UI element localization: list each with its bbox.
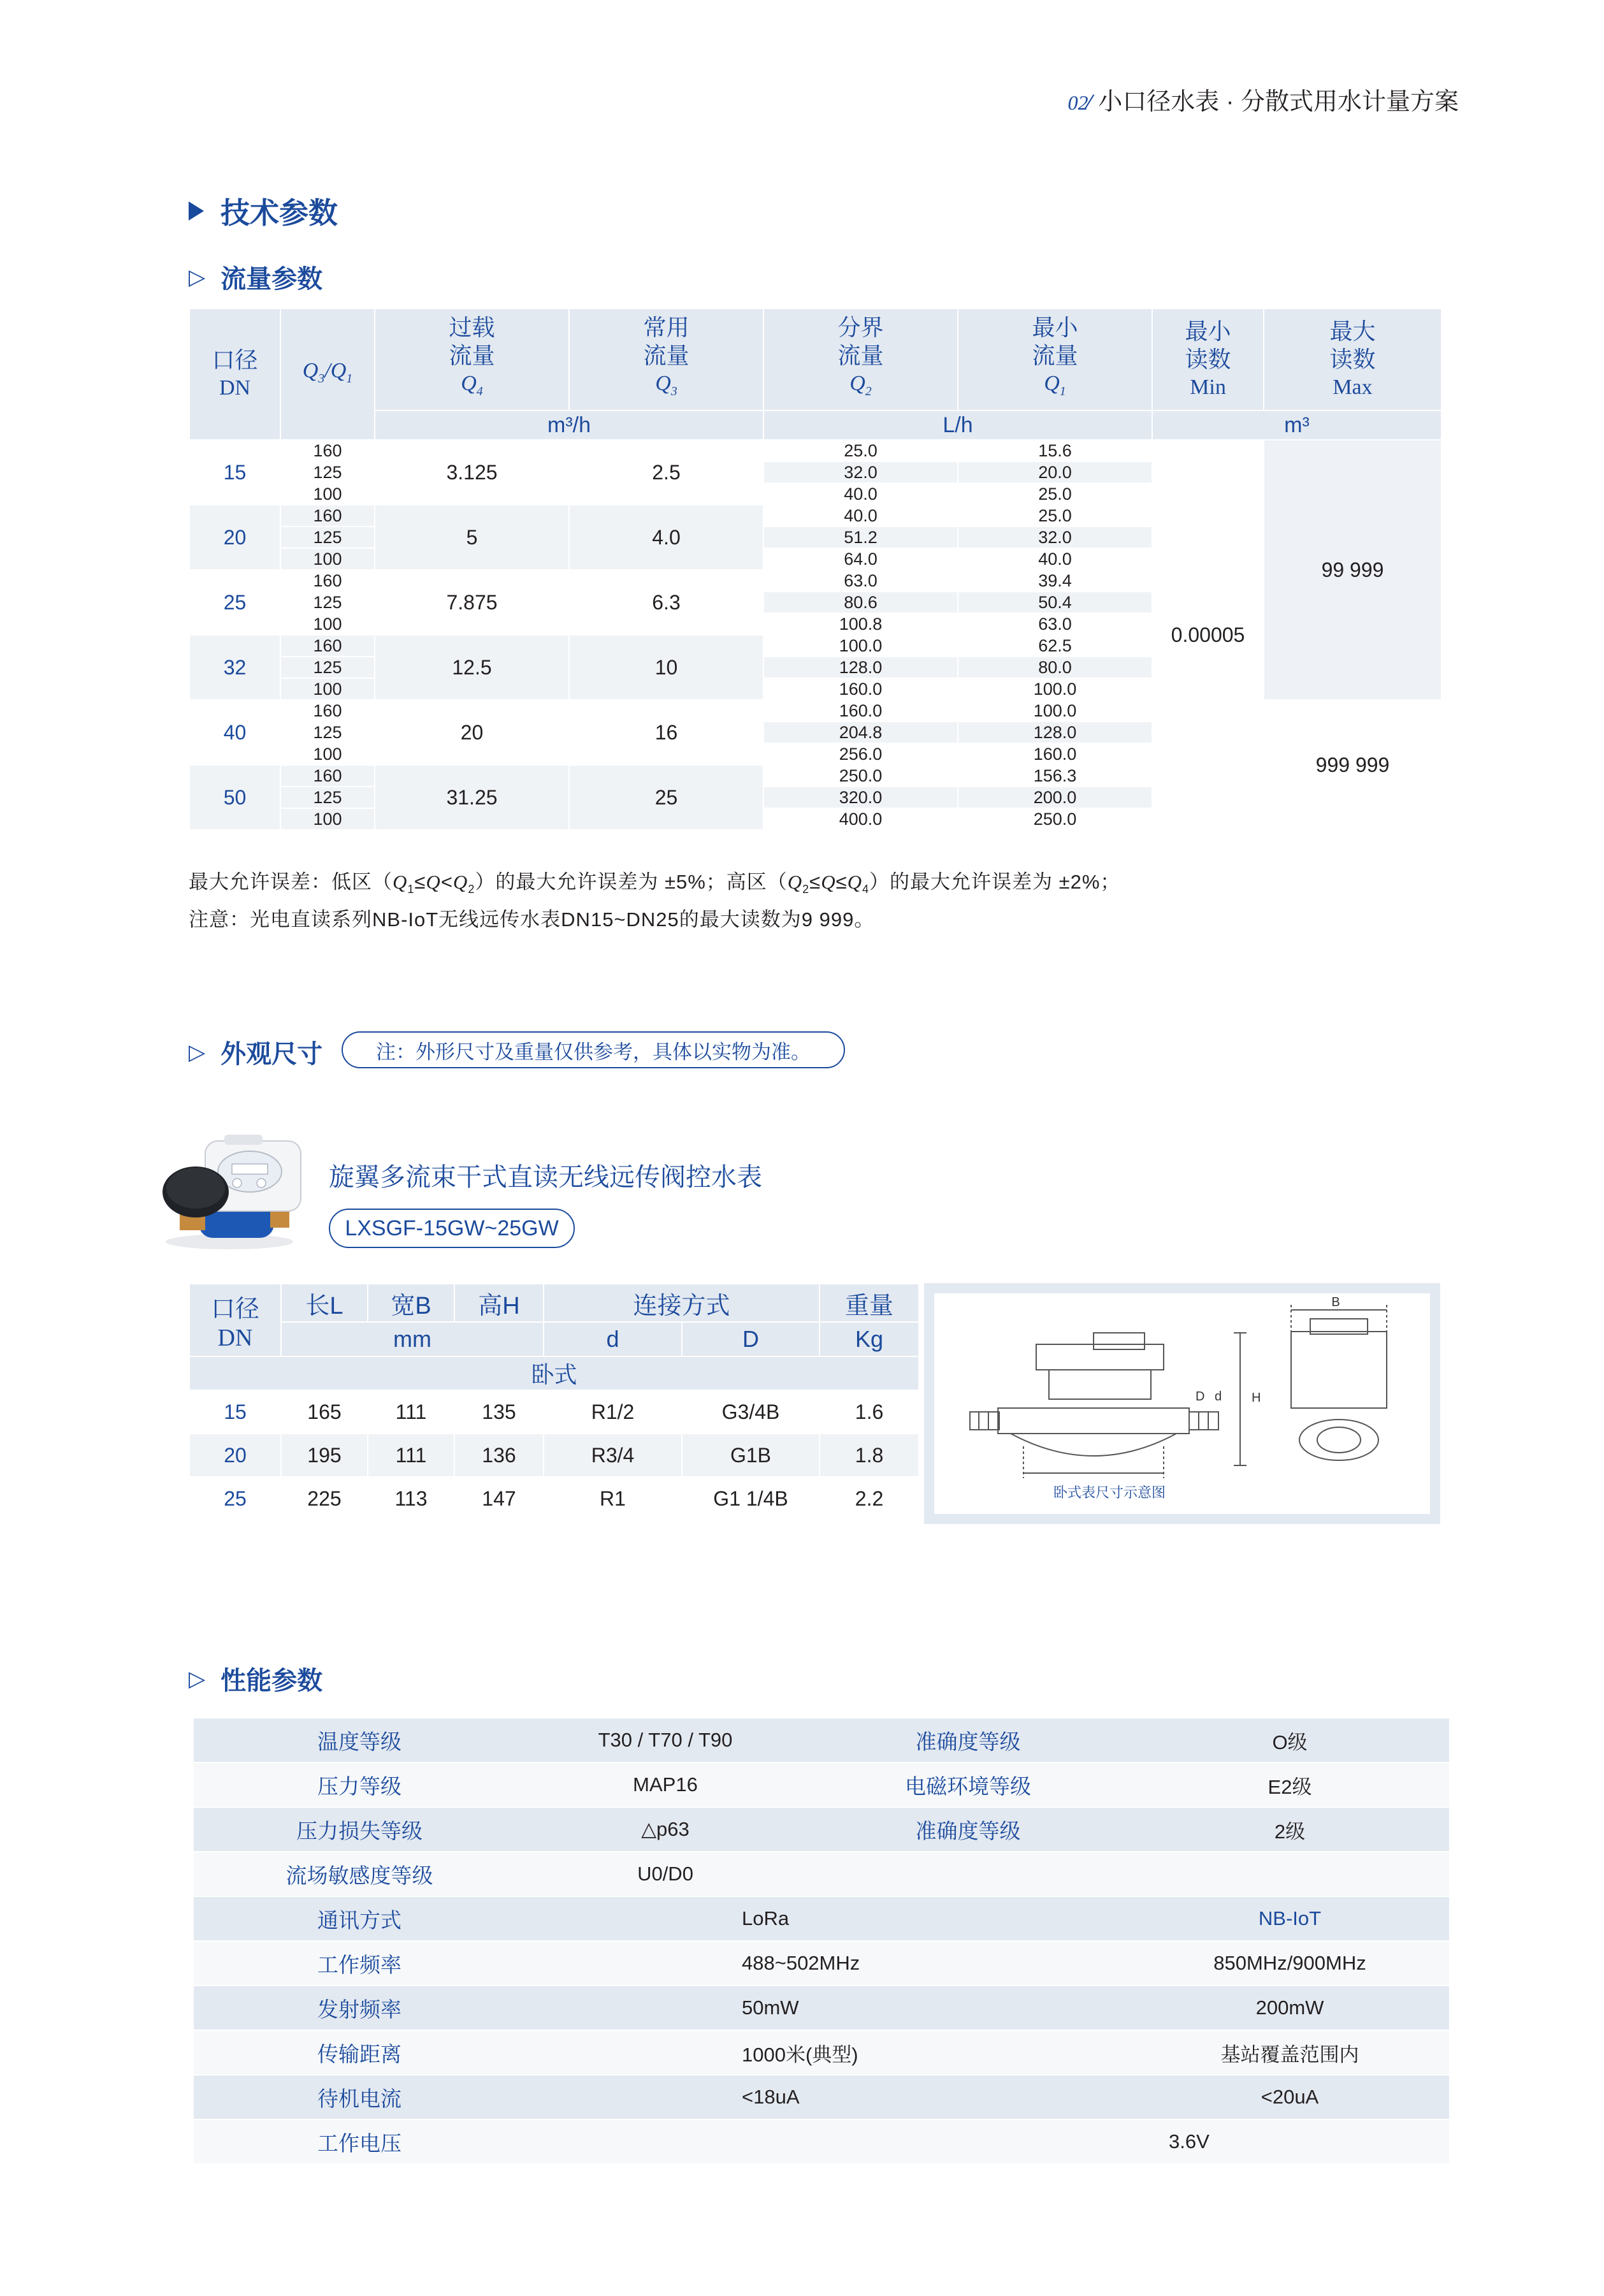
flow-ratio: 160 [280,570,375,592]
flow-q4: 5 [375,505,569,570]
header-q1: 最小 流量 $Q_1$ [958,309,1152,411]
perf-value-lora: LoRa [525,1896,1131,1941]
header-q2: 分界 流量 $Q_2$ [763,309,958,411]
flow-q2: 256.0 [763,743,958,765]
flow-q1: 250.0 [958,808,1152,830]
dim-cell-d: R1 [544,1477,682,1520]
flow-q1: 100.0 [958,700,1152,722]
horizontal-meter-drawing [934,1293,1430,1514]
perf-value-lora: <18uA [525,2075,1131,2119]
flow-q1: 200.0 [958,787,1152,808]
dim-unit-kg: Kg [820,1322,919,1356]
flow-q1: 100.0 [958,678,1152,700]
perf-row [194,1941,1449,1986]
perf-label: 工作电压 [194,2119,525,2164]
dim-cell-kg: 1.6 [820,1390,919,1434]
perf-value: O级 [1131,1718,1449,1762]
triangle-outline-icon: ▷ [189,265,206,289]
flow-q4: 20 [375,700,569,765]
flow-ratio: 100 [280,743,375,765]
flow-q1: 156.3 [958,765,1152,787]
subsection-title-text: 流量参数 [220,265,323,293]
perf-value-lora: 488~502MHz [525,1941,1131,1986]
perf-label: 压力损失等级 [194,1807,525,1852]
slash-divider: ⁄ [1088,91,1092,115]
flow-q1: 32.0 [958,527,1152,548]
dim-cell-kg: 1.8 [820,1434,919,1477]
dim-cell-l: 165 [281,1390,368,1434]
flow-max-reading-small: 99 999 [1264,440,1441,700]
flow-q2: 100.8 [763,613,958,635]
dim-header-dn: 口径 DN [189,1284,281,1356]
section-title-text: 技术参数 [220,196,338,229]
flow-parameters-table [189,308,1442,831]
diagram-label-D: D [1196,1390,1205,1404]
error-note: 最大允许误差：低区$(Q_1\le Q<Q_2)$的最大允许误差为 ±5%；高区$(Q_2\le Q\le Q_4)$的最大允许误差为 ±2%； [189,871,1121,896]
flow-dn: 50 [189,765,280,830]
flow-q2: 80.6 [763,592,958,613]
dim-cell-dn: 20 [189,1434,281,1477]
flow-q2: 40.0 [763,505,958,527]
page-header [1068,82,1459,117]
flow-q2: 64.0 [763,548,958,570]
flow-q1: 62.5 [958,635,1152,657]
flow-ratio: 125 [280,722,375,743]
dimension-diagram [924,1283,1440,1524]
flow-q1: 40.0 [958,548,1152,570]
page-number: 02 [1067,91,1088,114]
perf-label: 传输距离 [194,2030,525,2075]
flow-ratio: 160 [280,440,375,461]
dim-cell-D: G3/4B [682,1390,820,1434]
flow-q2: 320.0 [763,787,958,808]
dim-header-height: 高H [454,1284,544,1322]
flow-q1: 39.4 [958,570,1152,592]
section-title-tech [189,190,338,232]
dim-cell-dn: 25 [189,1477,281,1520]
flow-ratio: 100 [280,808,375,830]
dim-cell-h: 147 [454,1477,544,1520]
dim-unit-D: D [682,1322,820,1356]
dim-cell-l: 225 [281,1477,368,1520]
flow-q3: 16 [569,700,763,765]
flow-q2: 51.2 [763,527,958,548]
flow-q4: 31.25 [375,765,569,830]
perf-value: MAP16 [525,1762,806,1807]
dim-cell-h: 135 [454,1390,544,1434]
perf-label: 工作频率 [194,1941,525,1986]
dim-cell-b: 113 [368,1477,454,1520]
perf-row [194,1718,1449,1762]
dim-cell-b: 111 [368,1434,454,1477]
flow-q1: 63.0 [958,613,1152,635]
dim-unit-d: d [544,1322,682,1356]
flow-q2: 25.0 [763,440,958,461]
performance-table [194,1718,1449,2165]
perf-label: 发射频率 [194,1986,525,2030]
header-ratio: $Q_3/Q_1$ [280,309,375,440]
flow-q3: 2.5 [569,440,763,505]
flow-dn: 20 [189,505,280,570]
flow-ratio: 160 [280,505,375,527]
dim-cell-d: R3/4 [544,1434,682,1477]
dim-cell-h: 136 [454,1434,544,1477]
perf-label: 温度等级 [194,1718,525,1762]
perf-value-lora: 1000米(典型) [525,2030,1131,2075]
dim-row [189,1390,919,1434]
perf-value-voltage: 3.6V [525,2119,1449,2164]
subsection-title-performance [189,1660,322,1697]
perf-row [194,1852,1449,1896]
perf-value: E2级 [1131,1762,1449,1807]
flow-q4: 7.875 [375,570,569,635]
flow-q1: 15.6 [958,440,1152,461]
dim-cell-b: 111 [368,1390,454,1434]
flow-q2: 100.0 [763,635,958,657]
dim-cell-l: 195 [281,1434,368,1477]
perf-label: 待机电流 [194,2075,525,2119]
flow-q3: 4.0 [569,505,763,570]
diagram-label-d: d [1215,1390,1222,1404]
dim-cell-D: G1 1/4B [682,1477,820,1520]
perf-value-nbiot: NB-IoT [1131,1896,1449,1941]
subsection-title-flow [189,259,322,295]
flow-q4: 12.5 [375,635,569,700]
header-max-reading: 最大 读数 Max [1264,309,1441,411]
perf-row [194,2075,1449,2119]
flow-ratio: 100 [280,613,375,635]
flow-q2: 160.0 [763,678,958,700]
flow-q1: 20.0 [958,461,1152,483]
flow-dn: 32 [189,635,280,700]
dim-header-length: 长L [281,1284,368,1322]
subsection-title-text: 外观尺寸 [220,1040,323,1068]
header-q4: 过载 流量 $Q_4$ [375,309,569,411]
perf-label: 通讯方式 [194,1896,525,1941]
perf-value: T30 / T70 / T90 [525,1718,806,1762]
flow-ratio: 125 [280,461,375,483]
perf-row [194,1896,1449,1941]
disclaimer-pill: 注：外形尺寸及重量仅供参考，具体以实物为准。 [342,1031,845,1068]
flow-ratio: 125 [280,592,375,613]
dim-cell-D: G1B [682,1434,820,1477]
dim-header-connection: 连接方式 [544,1284,820,1322]
flow-q2: 32.0 [763,461,958,483]
perf-value: 2级 [1131,1807,1449,1852]
dim-header-width: 宽B [368,1284,454,1322]
diagram-label-b: B [1331,1295,1340,1309]
flow-ratio: 125 [280,527,375,548]
triangle-filled-icon [189,201,204,221]
header-min-reading: 最小 读数 Min [1152,309,1264,411]
dim-row [189,1434,919,1477]
perf-label [806,1852,1131,1896]
flow-q3: 6.3 [569,570,763,635]
flow-q1: 50.4 [958,592,1152,613]
perf-value [1131,1852,1449,1896]
perf-label: 电磁环境等级 [806,1762,1131,1807]
flow-q3: 25 [569,765,763,830]
water-meter-product-image [161,1122,311,1256]
flow-ratio: 100 [280,548,375,570]
flow-q4: 3.125 [375,440,569,505]
unit-lh: L/h [763,411,1152,440]
perf-value: △p63 [525,1807,806,1852]
model-pill: LXSGF-15GW~25GW [329,1209,575,1248]
dim-cell-d: R1/2 [544,1390,682,1434]
perf-row [194,2030,1449,2075]
flow-dn: 15 [189,440,280,505]
perf-label: 准确度等级 [806,1807,1131,1852]
flow-q1: 160.0 [958,743,1152,765]
flow-q2: 204.8 [763,722,958,743]
flow-q2: 250.0 [763,765,958,787]
flow-q3: 10 [569,635,763,700]
product-name: 旋翼多流束干式直读无线远传阀控水表 [329,1163,762,1191]
dim-cell-dn: 15 [189,1390,281,1434]
triangle-outline-icon: ▷ [189,1040,206,1064]
subsection-title-appearance [189,1034,322,1070]
header-q3: 常用 流量 $Q_3$ [569,309,763,411]
flow-ratio: 100 [280,483,375,505]
flow-max-reading-large: 999 999 [1264,700,1441,830]
subsection-title-text: 性能参数 [220,1667,323,1695]
dim-cell-kg: 2.2 [820,1477,919,1520]
reading-note: 注意：光电直读系列NB-IoT无线远传水表DN15~DN25的最大读数为9 999。 [189,908,875,931]
diagram-caption: 卧式表尺寸示意图 [1053,1485,1166,1500]
dim-unit-mm: mm [281,1322,544,1356]
flow-dn: 25 [189,570,280,635]
perf-row [194,2119,1449,2164]
triangle-outline-icon: ▷ [189,1666,206,1691]
diagram-label-h: H [1252,1391,1261,1405]
flow-dn: 40 [189,700,280,765]
dim-row [189,1477,919,1520]
flow-q1: 25.0 [958,483,1152,505]
perf-label: 压力等级 [194,1762,525,1807]
flow-ratio: 160 [280,700,375,722]
perf-label: 流场敏感度等级 [194,1852,525,1896]
perf-row [194,1986,1449,2030]
flow-row [189,440,1441,461]
perf-value-nbiot: 850MHz/900MHz [1131,1941,1449,1986]
flow-min-reading: 0.00005 [1152,440,1264,830]
header-dn: 口径 DN [189,309,280,440]
flow-ratio: 160 [280,635,375,657]
flow-q2: 400.0 [763,808,958,830]
page-title: 小口径水表 · 分散式用水计量方案 [1098,89,1459,115]
flow-ratio: 125 [280,787,375,808]
dim-header-weight: 重量 [820,1284,919,1322]
flow-ratio: 160 [280,765,375,787]
flow-q2: 40.0 [763,483,958,505]
flow-q2: 160.0 [763,700,958,722]
unit-m3: m³ [1152,411,1441,440]
perf-value: U0/D0 [525,1852,806,1896]
dim-type-horizontal: 卧式 [189,1356,919,1390]
flow-ratio: 125 [280,657,375,678]
perf-row [194,1807,1449,1852]
flow-q1: 25.0 [958,505,1152,527]
perf-value-lora: 50mW [525,1986,1131,2030]
flow-q1: 80.0 [958,657,1152,678]
perf-row [194,1762,1449,1807]
perf-label: 准确度等级 [806,1718,1131,1762]
dimension-table [189,1283,920,1521]
flow-q1: 128.0 [958,722,1152,743]
flow-ratio: 100 [280,678,375,700]
flow-q2: 128.0 [763,657,958,678]
flow-q2: 63.0 [763,570,958,592]
perf-value-nbiot: 200mW [1131,1986,1449,2030]
perf-value-nbiot: 基站覆盖范围内 [1131,2030,1449,2075]
unit-m3h: m³/h [375,411,763,440]
perf-value-nbiot: <20uA [1131,2075,1449,2119]
